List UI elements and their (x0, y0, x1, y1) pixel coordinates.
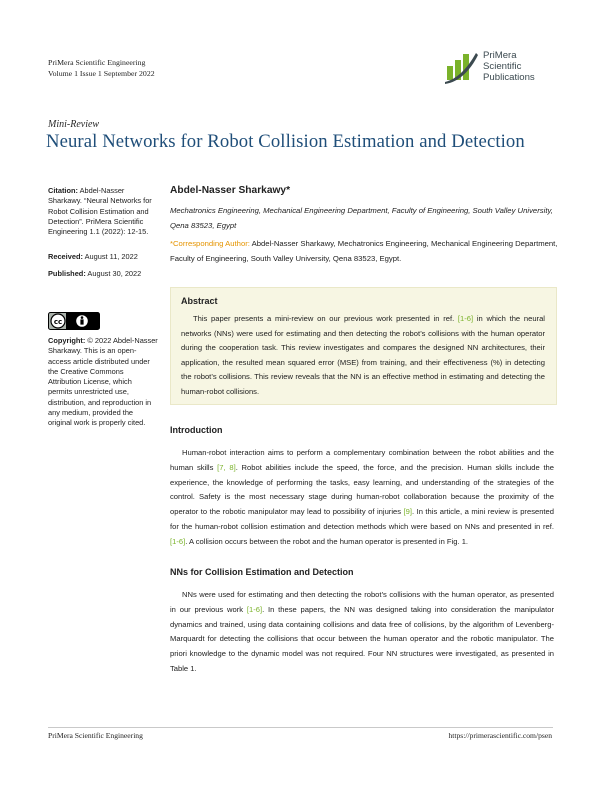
introduction-heading: Introduction (170, 425, 223, 435)
published-block (48, 269, 158, 279)
logo-line-2: Scientific (483, 61, 522, 73)
published-date: August 30, 2022 (85, 269, 142, 278)
published-label: Published: (48, 269, 86, 278)
article-title: Neural Networks for Robot Collision Estimation and Detection (46, 131, 525, 152)
abstract-text-part: This paper presents a mini-review on our previous work presented in ref. (193, 314, 458, 323)
abstract-heading: Abstract (181, 296, 218, 306)
paragraph-text: . Robot abilities include the speed, the force, and the precision. Human skills include the experience, the knowledge of performing the tasks, easy learning, and understanding of the strategies of the control. Safety is the most necessary stage during human-robot collaboration because the proximity of the operator to the robotic manipulator may lead to possibility of injuries (170, 462, 555, 517)
copyright-block (48, 336, 158, 429)
article-category: Mini-Review (48, 119, 100, 130)
introduction-paragraph (170, 446, 554, 550)
reference-link[interactable]: [9] (403, 507, 412, 517)
abstract-text-part: in which the neural networks (NNs) were used for estimating and then detecting the robot’s collisions with the human operator during the cooperation task. This review investigates and compares the designed NN architectures, their application, the resulted mean squared error (MSE) from training, and their effectiveness (%) in detecting the robot’s collisions. This review reveals that the NN is an effective method in estimating and detecting the human-robot collisions. (181, 314, 545, 396)
author-name: Abdel-Nasser Sharkawy* (170, 185, 291, 196)
corresponding-author (170, 237, 560, 267)
citation-text: Abdel-Nasser Sharkawy. “Neural Networks for Robot Collision Estimation and Detection”. PriMera Scientific Engineering 1.1 (2022): 12-15. (48, 186, 152, 237)
copyright-text: © 2022 Abdel-Nasser Sharkawy. This is an open-access article distributed under the Creative Commons Attribution License, which permits unrestricted use, distribution, and reproduction in any medium, provided the original work is properly cited. (48, 336, 158, 428)
abstract-text (181, 312, 545, 400)
citation-block (48, 186, 158, 237)
reference-link[interactable]: [1-6] (170, 536, 186, 546)
footer-journal: PriMera Scientific Engineering (48, 731, 143, 740)
citation-label: Citation: (48, 186, 78, 195)
logo-line-1: PriMera (483, 50, 517, 61)
logo-line-3: Publications (483, 72, 535, 84)
paragraph-text: . In this article, a mini review is presented for the human-robot collision estimation and detection methods which were based on NNs and presented in ref. (170, 507, 554, 531)
paragraph-text: NNs were used for estimating and then detecting the robot’s collisions with the human operator, as presented in our previous work (170, 590, 554, 614)
copyright-label: Copyright: (48, 336, 86, 345)
publisher-logo[interactable] (443, 49, 563, 85)
received-label: Received: (48, 252, 83, 261)
cc-by-icon[interactable] (48, 312, 100, 330)
reference-link[interactable]: [7, 8] (217, 462, 236, 472)
reference-link[interactable]: [1-6] (246, 604, 263, 614)
journal-issue: Volume 1 Issue 1 September 2022 (48, 69, 155, 78)
nns-section-heading: NNs for Collision Estimation and Detection (170, 567, 354, 577)
paragraph-text: . In these papers, the NN was designed taking into consideration the manipulator dynamics and trained, using data containing collisions and data free of collisions, by the algorithm of Levenberg-Marquardt for detecting the collisions that occur between the human operator and the robotic manipulator. The priori knowledge to the dynamic model was not required. Four NN structures were investigated, as presented in Table 1. (170, 604, 554, 673)
journal-header (48, 57, 155, 79)
paragraph-text: Human-robot interaction aims to perform a complementary combination between the robot abilities and the human skills (170, 448, 554, 472)
received-block (48, 252, 158, 262)
received-date: August 11, 2022 (82, 252, 138, 261)
svg-text:cc: cc (53, 317, 63, 326)
corresponding-label: *Corresponding Author: (170, 239, 250, 248)
primera-logo-icon (443, 49, 479, 85)
logo-wordmark (483, 50, 535, 84)
footer-divider (48, 727, 553, 728)
corresponding-details: Abdel-Nasser Sharkawy, Mechatronics Engineering, Mechanical Engineering Department, Faculty of Engineering, South Valley University, Qena 83523, Egypt. (170, 239, 558, 263)
author-affiliation: Mechatronics Engineering, Mechanical Engineering Department, Faculty of Engineering, South Valley University, Qena 83523, Egypt (170, 206, 553, 230)
abstract-box (170, 287, 557, 405)
nns-paragraph (170, 588, 554, 677)
journal-name: PriMera Scientific Engineering (48, 58, 146, 67)
reference-link[interactable]: [1-6] (457, 314, 474, 323)
footer-url[interactable]: https://primerascientific.com/psen (448, 731, 552, 740)
paragraph-text: . A collision occurs between the robot and the human operator is presented in Fig. 1. (185, 536, 469, 546)
